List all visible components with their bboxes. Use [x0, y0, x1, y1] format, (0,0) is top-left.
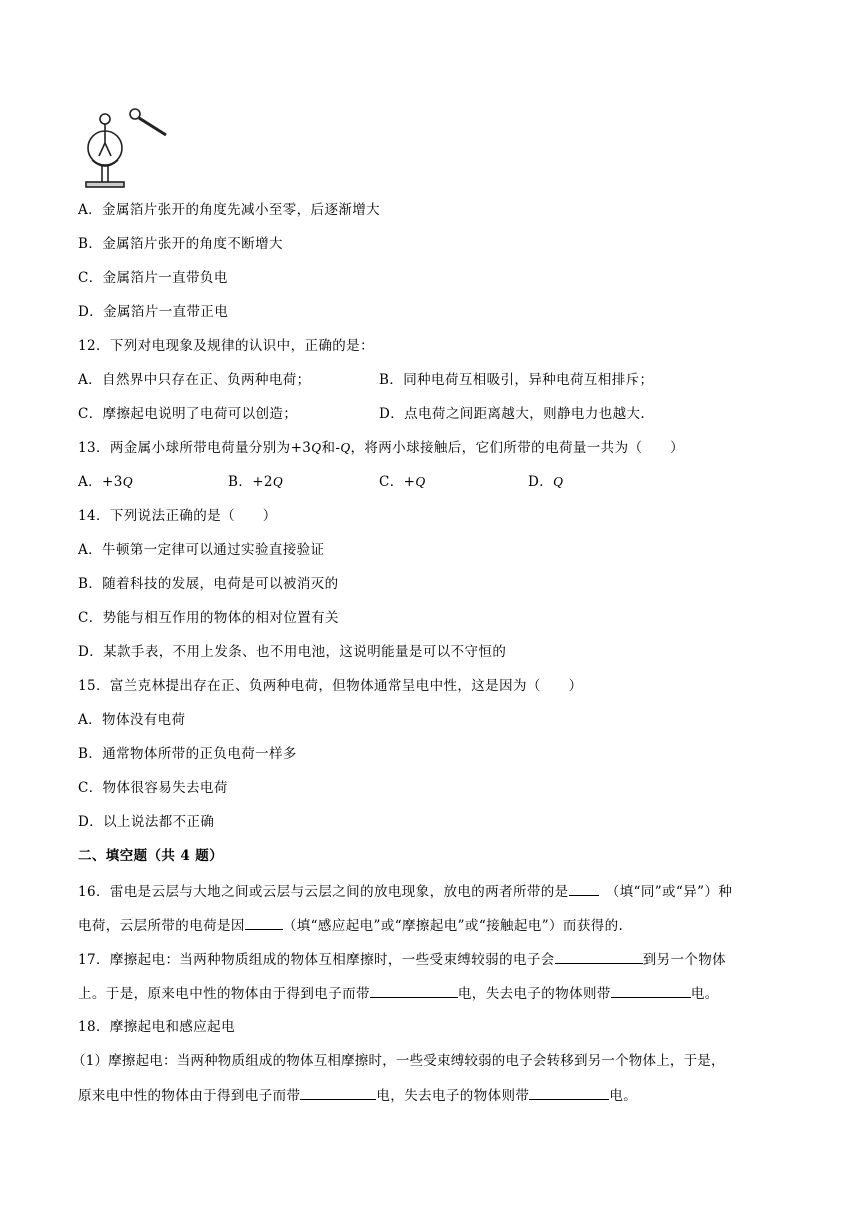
- q13-option-d: D．Q: [528, 474, 564, 490]
- q17-blank-2[interactable]: [370, 983, 458, 998]
- q13-variable-q: Q: [311, 440, 322, 455]
- q12-row-1: [78, 370, 778, 390]
- q14-stem: 14．下列说法正确的是（ ）: [78, 508, 277, 524]
- q14-option-b: B．随着科技的发展，电荷是可以被消灭的: [78, 576, 339, 592]
- electroscope-figure: [78, 100, 174, 192]
- q13-option-a: A．+3Q: [78, 474, 133, 490]
- q12-option-b: B．同种电荷互相吸引，异种电荷互相排斥；: [379, 372, 654, 388]
- q13-stem: [78, 438, 684, 458]
- q11-option-c: C．金属箔片一直带负电: [78, 270, 228, 286]
- q12-option-c: C．摩擦起电说明了电荷可以创造；: [78, 406, 298, 422]
- q14-option-d: D．某款手表，不用上发条、也不用电池，这说明能量是可以不守恒的: [78, 644, 507, 660]
- q14-option-a: A．牛顿第一定律可以通过实验直接验证: [78, 542, 325, 558]
- section-heading: 二、填空题（共 4 题）: [78, 848, 224, 864]
- q11-option-b: B．金属箔片张开的角度不断增大: [78, 236, 283, 252]
- q17-blank-3[interactable]: [611, 983, 691, 998]
- q17-blank-1[interactable]: [555, 949, 643, 964]
- q11-option-d: D．金属箔片一直带正电: [78, 304, 229, 320]
- q15-option-c: C．物体很容易失去电荷: [78, 780, 228, 796]
- q17-line-2: 上。于是，原来电中性的物体由于得到电子而带 电，失去电子的物体则带 电。: [78, 983, 719, 1004]
- q12-row-2: [78, 404, 778, 424]
- q18-line-2: 原来电中性的物体由于得到电子而带 电，失去电子的物体则带 电。: [78, 1085, 637, 1106]
- q15-stem: 15．富兰克林提出存在正、负两种电荷，但物体通常呈电中性，这是因为（ ）: [78, 678, 583, 694]
- q11-option-a: A．金属箔片张开的角度先减小至零，后逐渐增大: [78, 202, 381, 218]
- q12-stem: 12．下列对电现象及规律的认识中，正确的是：: [78, 338, 374, 354]
- q16-line-2: 电荷，云层所带的电荷是因 （填“感应起电”或“摩擦起电”或“接触起电”）而获得的.: [78, 915, 623, 936]
- q13-stem-part-2: 和-: [321, 440, 341, 456]
- q15-option-d: D．以上说法都不正确: [78, 814, 215, 830]
- q12-option-d: D．点电荷之间距离越大，则静电力也越大.: [379, 406, 646, 422]
- q13-variable-q: Q: [340, 440, 351, 455]
- q15-option-b: B．通常物体所带的正负电荷一样多: [78, 746, 297, 762]
- q18-blank-1[interactable]: [300, 1085, 376, 1100]
- q16-blank-2[interactable]: [245, 915, 283, 930]
- q18-line-1: （1）摩擦起电：当两种物质组成的物体互相摩擦时，一些受束缚较弱的电子会转移到另一个物体上，于是，: [72, 1053, 725, 1069]
- q13-stem-part-1: 13．两金属小球所带电荷量分别为+3: [78, 440, 312, 456]
- q16-blank-1[interactable]: [569, 881, 599, 896]
- q16-line-1: 16．雷电是云层与大地之间或云层与云层之间的放电现象，放电的两者所带的是 （填“同”或“异”）种: [78, 881, 732, 902]
- q14-option-c: C．势能与相互作用的物体的相对位置有关: [78, 610, 339, 626]
- q13-option-b: B．+2Q: [228, 474, 284, 490]
- q18-blank-2[interactable]: [529, 1085, 609, 1100]
- q13-option-c: C．+Q: [379, 474, 426, 490]
- q15-option-a: A．物体没有电荷: [78, 712, 186, 728]
- q12-option-a: A．自然界中只存在正、负两种电荷；: [78, 372, 311, 388]
- q17-line-1: 17．摩擦起电：当两种物质组成的物体互相摩擦时，一些受束缚较弱的电子会 到另一个物体: [78, 949, 726, 970]
- q13-stem-part-3: ，将两小球接触后，它们所带的电荷量一共为（ ）: [350, 440, 685, 456]
- q18-stem: 18．摩擦起电和感应起电: [78, 1019, 235, 1035]
